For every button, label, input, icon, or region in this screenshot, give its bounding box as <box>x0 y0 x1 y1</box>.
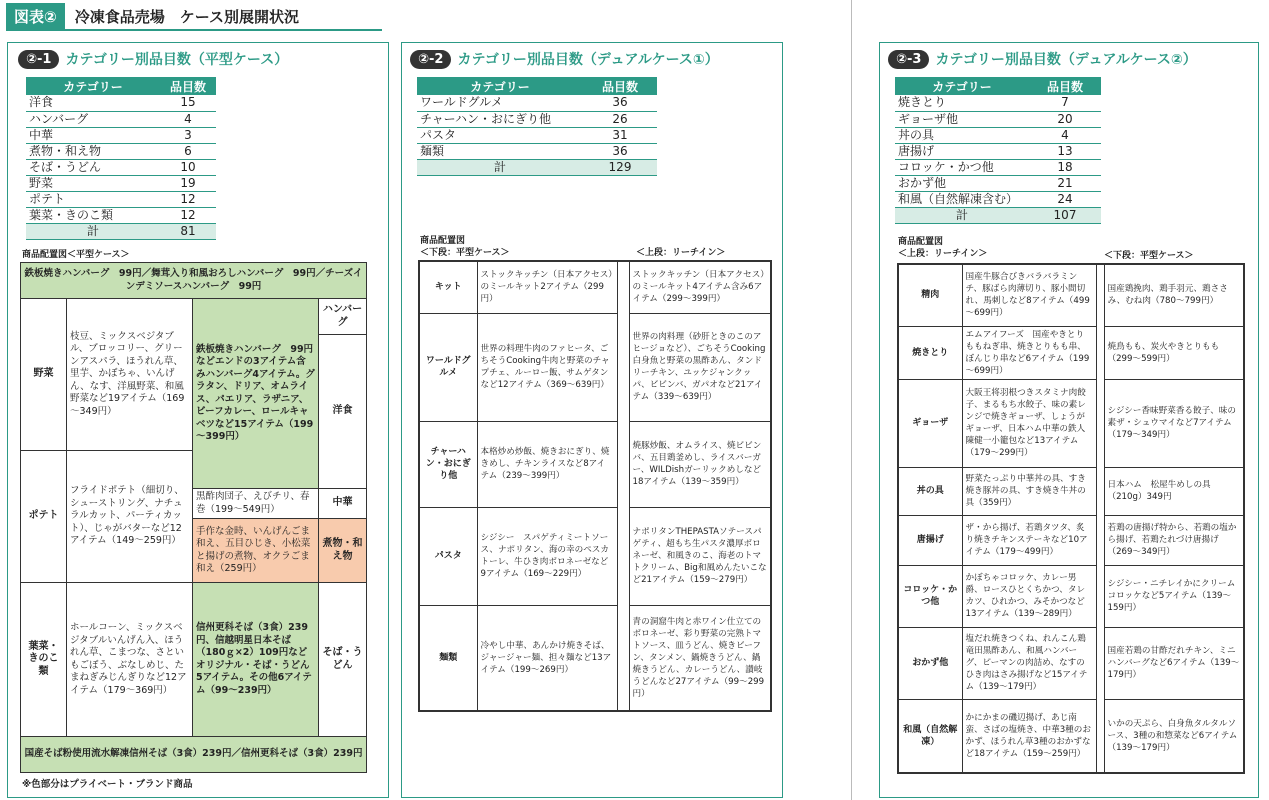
grid-row <box>898 565 1244 627</box>
grid-gap <box>617 507 629 605</box>
table-row <box>895 191 1101 207</box>
cell-count: 10 <box>160 159 216 175</box>
table-row <box>417 143 657 159</box>
panel2-lower-label: ＜下段：平型ケース＞ <box>420 248 510 258</box>
cell-count: 19 <box>160 175 216 191</box>
grid-lower: 国産鶏挽肉、鶏手羽元、鶏ささみ、むね肉（780～799円） <box>1104 264 1244 326</box>
yasai-desc: 枝豆、ミックスベジタブル、ブロッコリー、グリーンアスパラ、ほうれん草、里芋、かぼちゃ、いんげん、なす、洋風野菜、和風野菜など19アイテム（169～349円） <box>67 299 193 451</box>
cell-category: 中華 <box>26 127 160 143</box>
cell-category: ポテト <box>26 191 160 207</box>
table-header <box>26 77 216 95</box>
grid-upper: 大阪王将羽根つきスタミナ肉餃子、まるもち水餃子、味の素レンジで焼きギョーザ、しょうがギョーザ、日本ハム中華の鉄人陳健一小籠包など13アイテム（179～299円） <box>962 379 1096 467</box>
grid-category: コロッケ・かつ他 <box>898 565 962 627</box>
grid-lower: 世界の料理牛肉のファヒータ、ごちそうCooking牛肉と野菜のチャプチェ、ルーロー飯、サムゲタンなど12アイテム（369～639円） <box>477 313 617 421</box>
grid-category: 丼の具 <box>898 467 962 515</box>
cell-category: コロッケ・かつ他 <box>895 159 1029 175</box>
grid-row <box>898 264 1244 326</box>
label-hamburg: ハンバーグ <box>319 299 367 335</box>
table-row <box>895 159 1101 175</box>
grid-lower: シジシー スパゲティミートソース、ナポリタン、海の幸のペスカトーレ、牛ひき肉ボロネーゼなど9アイテム（169～229円） <box>477 507 617 605</box>
grid-gap <box>1096 467 1104 515</box>
cell-count: 6 <box>160 143 216 159</box>
table-row <box>26 127 216 143</box>
grid-category: 和風（自然解凍） <box>898 699 962 773</box>
panel2-heading: カテゴリー別品目数（デュアルケース①） <box>457 52 719 68</box>
panel1-number: ②-1 <box>18 50 59 69</box>
cell-count: 21 <box>1029 175 1101 191</box>
grid-row <box>419 261 771 313</box>
grid-gap <box>1096 379 1104 467</box>
table-row <box>26 143 216 159</box>
grid-row <box>898 379 1244 467</box>
grid-lower: シジシー・ニチレイかにクリームコロッケなど5アイテム（139～159円） <box>1104 565 1244 627</box>
table-header <box>417 77 657 95</box>
bottom-band-cell: 国産そば粉使用流水解凍信州そば（3食）239円／信州更科そば（3食）239円 <box>21 737 367 773</box>
figure-title: 冷凍食品売場 ケース別展開状況 <box>74 7 299 26</box>
yosai-desc: ホールコーン、ミックスベジタブルいんげん入、ほうれん草、こまつな、さといもごぼう、ぶなしめじ、たまねぎみじんぎりなど12アイテム（179～369円） <box>67 583 193 737</box>
grid-upper: かにかまの磯辺揚げ、あじ南蛮、さばの塩焼き、中華3種のおかず、ほうれん草3種のおかずなど18アイテム（159～259円） <box>962 699 1096 773</box>
grid-category: チャーハン・おにぎり他 <box>419 421 477 507</box>
green-mid-desc: 鉄板焼きハンバーグ 99円などエンドの3アイテム含みハンバーグ4アイテム。グラタン、ドリア、オムライス、パエリア、ラザニア、ビーフカレー、ロールキャベツなど15アイテム（199～399円） <box>193 299 319 489</box>
panel3-title <box>888 49 1197 69</box>
panel3-heading: カテゴリー別品目数（デュアルケース②） <box>935 52 1197 68</box>
grid-lower: 本格炒め炒飯、焼きおにぎり、焼きめし、チキンライスなど8アイテム（239～399円） <box>477 421 617 507</box>
grid-upper: 国産牛豚合びきバラバラミンチ、豚ばら肉薄切り、豚小間切れ、馬刺しなど8アイテム（499～699円） <box>962 264 1096 326</box>
cell-count: 20 <box>1029 111 1101 127</box>
cell-category: 丼の具 <box>895 127 1029 143</box>
cat-potato: ポテト <box>21 451 67 583</box>
table-row <box>895 127 1101 143</box>
panel3-number: ②-3 <box>888 50 929 69</box>
grid-upper: 野菜たっぷり中華丼の具、すき焼き豚丼の具、すき焼き牛丼の具（359円） <box>962 467 1096 515</box>
table-row <box>26 159 216 175</box>
cell-category: 葉菜・きのこ類 <box>26 207 160 223</box>
panel3-category-table <box>895 77 1101 224</box>
grid-lower: ストックキッチン（日本アクセス）のミールキット2アイテム（299円） <box>477 261 617 313</box>
cell-category: ハンバーグ <box>26 111 160 127</box>
label-chuka: 中華 <box>319 489 367 519</box>
total-value: 129 <box>583 159 657 175</box>
total-value: 81 <box>160 223 216 239</box>
cell-category: ワールドグルメ <box>417 95 583 111</box>
grid-gap <box>1096 326 1104 379</box>
grid-category: 麺類 <box>419 605 477 711</box>
table-row <box>417 111 657 127</box>
grid-row <box>419 605 771 711</box>
cat-yasai: 野菜 <box>21 299 67 451</box>
cell-count: 24 <box>1029 191 1101 207</box>
table-total-row <box>895 207 1101 223</box>
grid-lower: 若鶏の唐揚げ特から、若鶏の塩から揚げ、若鶏たれづけ唐揚げ（269～349円） <box>1104 515 1244 565</box>
col-category: カテゴリー <box>26 77 160 95</box>
figure-tag: 図表② <box>6 3 65 29</box>
panel2-layout-title: 商品配置図 <box>420 236 466 246</box>
cell-category: 麺類 <box>417 143 583 159</box>
grid-gap <box>1096 565 1104 627</box>
panel1-footnote: ※色部分はプライベート・ブランド商品 <box>22 779 193 790</box>
panel3-layout-grid <box>897 263 1245 774</box>
cell-count: 12 <box>160 207 216 223</box>
grid-category: キット <box>419 261 477 313</box>
table-total-row <box>417 159 657 175</box>
cell-count: 15 <box>160 95 216 111</box>
panel1-category-table <box>26 77 216 240</box>
grid-category: 唐揚げ <box>898 515 962 565</box>
cell-category: 焼きとり <box>895 95 1029 111</box>
grid-upper: エムアイフーズ 国産やきとりももねぎ串、焼きとりもも串、ぼんじり串など6アイテム（199～699円） <box>962 326 1096 379</box>
grid-lower: 日本ハム 松屋牛めしの具（210g）349円 <box>1104 467 1244 515</box>
grid-category: 焼きとり <box>898 326 962 379</box>
table-row <box>26 191 216 207</box>
table-row <box>26 111 216 127</box>
cell-category: そば・うどん <box>26 159 160 175</box>
soba-desc: 信州更科そば（3食）239円、信越明星日本そば（180ｇ×2）109円などオリジナル・そば・うどん5アイテム。その他6アイテム（99～239円） <box>193 583 319 737</box>
table-total-row <box>26 223 216 239</box>
cell-count: 36 <box>583 143 657 159</box>
panel2-layout-grid <box>418 260 772 712</box>
cell-count: 7 <box>1029 95 1101 111</box>
grid-upper: 世界の肉料理（砂肝ときのこのアヒージョなど）、ごちそうCooking白身魚と野菜の黒酢あん、タンドリーチキン、ユッケジャンクッパ、ビビンバ、ガパオなど21アイテム（339～639円） <box>629 313 771 421</box>
grid-gap <box>617 313 629 421</box>
cell-count: 4 <box>160 111 216 127</box>
grid-category: ギョーザ <box>898 379 962 467</box>
grid-category: 精肉 <box>898 264 962 326</box>
grid-lower: シジシー香味野菜香る餃子、味の素ザ・シュウマイなど7アイテム（179～349円） <box>1104 379 1244 467</box>
total-value: 107 <box>1029 207 1101 223</box>
figure-header <box>6 2 382 30</box>
panel3-upper-label: ＜上段：リーチイン＞ <box>898 249 988 259</box>
panel1-title <box>18 49 288 69</box>
col-category: カテゴリー <box>895 77 1029 95</box>
grid-row <box>419 313 771 421</box>
grid-row <box>898 699 1244 773</box>
grid-row <box>419 507 771 605</box>
cell-category: 煮物・和え物 <box>26 143 160 159</box>
cell-category: おかず他 <box>895 175 1029 191</box>
cell-count: 12 <box>160 191 216 207</box>
cat-yosai: 葉菜・きのこ類 <box>21 583 67 737</box>
label-soba: そば・うどん <box>319 583 367 737</box>
table-row <box>895 95 1101 111</box>
cell-category: 洋食 <box>26 95 160 111</box>
grid-upper: 塩だれ焼きつくね、れんこん鶏竜田黒酢あん、和風ハンバーグ、ピーマンの肉詰め、なすのひき肉はさみ揚げなど15アイテム（139～179円） <box>962 627 1096 699</box>
label-nimono: 煮物・和え物 <box>319 519 367 583</box>
cell-count: 4 <box>1029 127 1101 143</box>
grid-row <box>419 421 771 507</box>
cell-category: 唐揚げ <box>895 143 1029 159</box>
top-band-cell: 鉄板焼きハンバーグ 99円／舞茸入り和風おろしハンバーグ 99円／チーズインデミソースハンバーグ 99円 <box>21 263 367 299</box>
panel2-upper-label: ＜上段：リーチイン＞ <box>636 248 726 258</box>
table-row <box>417 95 657 111</box>
table-row <box>895 143 1101 159</box>
cell-count: 13 <box>1029 143 1101 159</box>
cell-category: 和風（自然解凍含む） <box>895 191 1029 207</box>
grid-row <box>898 515 1244 565</box>
grid-upper: 焼豚炒飯、オムライス、焼ビビンバ、五目鶏釜めし、ライスバーガー、WILDishガーリックめしなど18アイテム（139～359円） <box>629 421 771 507</box>
panel1-layout-diagram <box>20 262 367 773</box>
total-label: 計 <box>895 207 1029 223</box>
grid-lower: 焼鳥もも、炭火やきとりもも（299～599円） <box>1104 326 1244 379</box>
grid-gap <box>1096 264 1104 326</box>
table-row <box>26 207 216 223</box>
header-underline <box>6 29 382 31</box>
cell-count: 36 <box>583 95 657 111</box>
table-row <box>26 175 216 191</box>
grid-lower: 国産若鶏の甘酢だれチキン、ミニハンバーグなど6アイテム（139～179円） <box>1104 627 1244 699</box>
col-count: 品目数 <box>1029 77 1101 95</box>
table-row <box>895 111 1101 127</box>
col-count: 品目数 <box>160 77 216 95</box>
cell-category: パスタ <box>417 127 583 143</box>
grid-lower: 冷やし中華、あんかけ焼きそば、ジャージャー麺、担々麺など13アイテム（199～269円） <box>477 605 617 711</box>
grid-upper: ナポリタンTHEPASTAソテースパゲティ、超もち生パスタ濃厚ボロネーゼ、和風きのこ、海老のトマトクリーム、Big和風めんたいこなど21アイテム（159～279円） <box>629 507 771 605</box>
cell-category: ギョーザ他 <box>895 111 1029 127</box>
cell-count: 18 <box>1029 159 1101 175</box>
cell-category: チャーハン・おにぎり他 <box>417 111 583 127</box>
col-category: カテゴリー <box>417 77 583 95</box>
cell-count: 26 <box>583 111 657 127</box>
total-label: 計 <box>417 159 583 175</box>
grid-category: おかず他 <box>898 627 962 699</box>
panel1-heading: カテゴリー別品目数（平型ケース） <box>65 52 289 68</box>
grid-upper: かぼちゃコロッケ、カレー男爵、ロースひとくちかつ、タレカツ、ひれかつ、みそかつなど13アイテム（139～289円） <box>962 565 1096 627</box>
table-header <box>895 77 1101 95</box>
cell-count: 3 <box>160 127 216 143</box>
grid-gap <box>1096 515 1104 565</box>
panel1-layout-title: 商品配置図＜平型ケース＞ <box>22 250 130 260</box>
grid-gap <box>617 421 629 507</box>
grid-row <box>898 326 1244 379</box>
panel3-layout-title: 商品配置図 <box>898 237 944 247</box>
grid-row <box>898 627 1244 699</box>
panel3-lower-label: ＜下段：平型ケース＞ <box>1104 251 1194 261</box>
label-yoshoku: 洋食 <box>319 335 367 489</box>
grid-lower: いかの天ぷら、白身魚タルタルソース、3種の和惣菜など6アイテム（139～179円） <box>1104 699 1244 773</box>
grid-gap <box>617 605 629 711</box>
grid-upper: 青の洞窟牛肉と赤ワイン仕立てのボロネーゼ、彩り野菜の完熟トマトソース、皿うどん、焼きビーフン、タンメン、鍋焼きうどん、鍋焼きうどん、カレーうどん、讃岐うどんなど27アイテム（99～299円） <box>629 605 771 711</box>
table-row <box>417 127 657 143</box>
table-row <box>26 95 216 111</box>
grid-upper: ザ・から揚げ、若鶏タツタ、炙り焼きチキンステーキなど10アイテム（179～499円） <box>962 515 1096 565</box>
panel2-category-table <box>417 77 657 176</box>
grid-category: ワールドグルメ <box>419 313 477 421</box>
panel2-title <box>410 49 719 69</box>
cell-category: 野菜 <box>26 175 160 191</box>
nimono-desc: 手作な金時、いんげんごま和え、五目ひじき、小松菜と揚げの煮物、オクラごま和え（259円） <box>193 519 319 583</box>
grid-row <box>898 467 1244 515</box>
panel2-number: ②-2 <box>410 50 451 69</box>
grid-category: パスタ <box>419 507 477 605</box>
grid-gap <box>617 261 629 313</box>
table-row <box>895 175 1101 191</box>
chuka-desc: 黒酢肉団子、えびチリ、春巻（199～549円） <box>193 489 319 519</box>
grid-gap <box>1096 699 1104 773</box>
cell-count: 31 <box>583 127 657 143</box>
total-label: 計 <box>26 223 160 239</box>
page-separator <box>851 0 852 800</box>
grid-upper: ストックキッチン（日本アクセス）のミールキット4アイテム含み6アイテム（299～399円） <box>629 261 771 313</box>
potato-desc: フライドポテト（細切り、シューストリング、ナチュラルカット、パーティカット）、じゃがバターなど12アイテム（149～259円） <box>67 451 193 583</box>
col-count: 品目数 <box>583 77 657 95</box>
grid-gap <box>1096 627 1104 699</box>
